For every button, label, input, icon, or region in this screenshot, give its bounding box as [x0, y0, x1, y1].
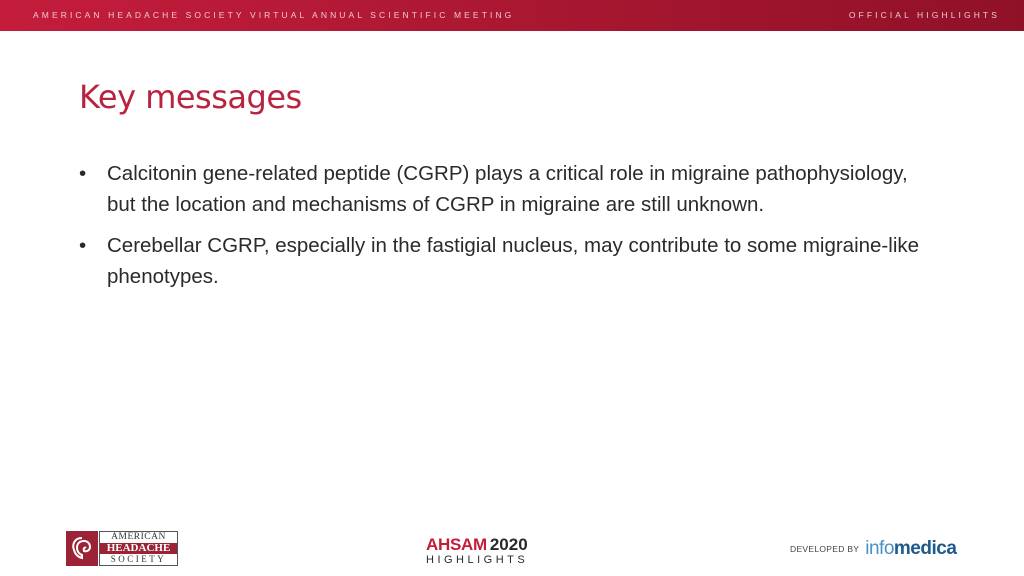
ahs-emblem-icon	[66, 531, 98, 566]
ahs-wordmark	[99, 531, 178, 566]
ahs-word-society: SOCIETY	[110, 554, 167, 564]
infomedica-logo-info: info	[865, 538, 894, 559]
bullet-text: Calcitonin gene-related peptide (CGRP) plays a critical role in migraine pathophysiology, but the location and mechanisms of CGRP in migraine are still unknown.	[107, 162, 908, 216]
meeting-name: AMERICAN HEADACHE SOCIETY VIRTUAL ANNUAL SCIENTIFIC MEETING	[33, 10, 515, 20]
list-item	[79, 230, 939, 292]
slide-title: Key messages	[79, 78, 302, 116]
ahsam-logo	[426, 535, 556, 566]
list-item	[79, 158, 939, 220]
ahsam-name: AHSAM	[426, 535, 487, 554]
bullet-icon: •	[79, 162, 87, 185]
key-messages-list	[79, 158, 939, 302]
ahsam-subtitle: HIGHLIGHTS	[426, 554, 529, 566]
developed-by-label: DEVELOPED BY	[790, 544, 860, 554]
bullet-text: Cerebellar CGRP, especially in the fastigial nucleus, may contribute to some migraine-like phenotypes.	[107, 234, 920, 288]
developer-credit	[790, 538, 956, 560]
infomedica-logo-medica: medica	[893, 538, 957, 559]
official-highlights-label: OFFICIAL HIGHLIGHTS	[848, 10, 1000, 20]
ahs-logo	[66, 531, 176, 566]
header-bar	[0, 0, 1024, 31]
ahs-word-headache: HEADACHE	[100, 543, 177, 554]
ahs-word-american: AMERICAN	[111, 532, 166, 542]
ahsam-year: 2020	[489, 535, 528, 554]
bullet-icon: •	[79, 234, 87, 257]
